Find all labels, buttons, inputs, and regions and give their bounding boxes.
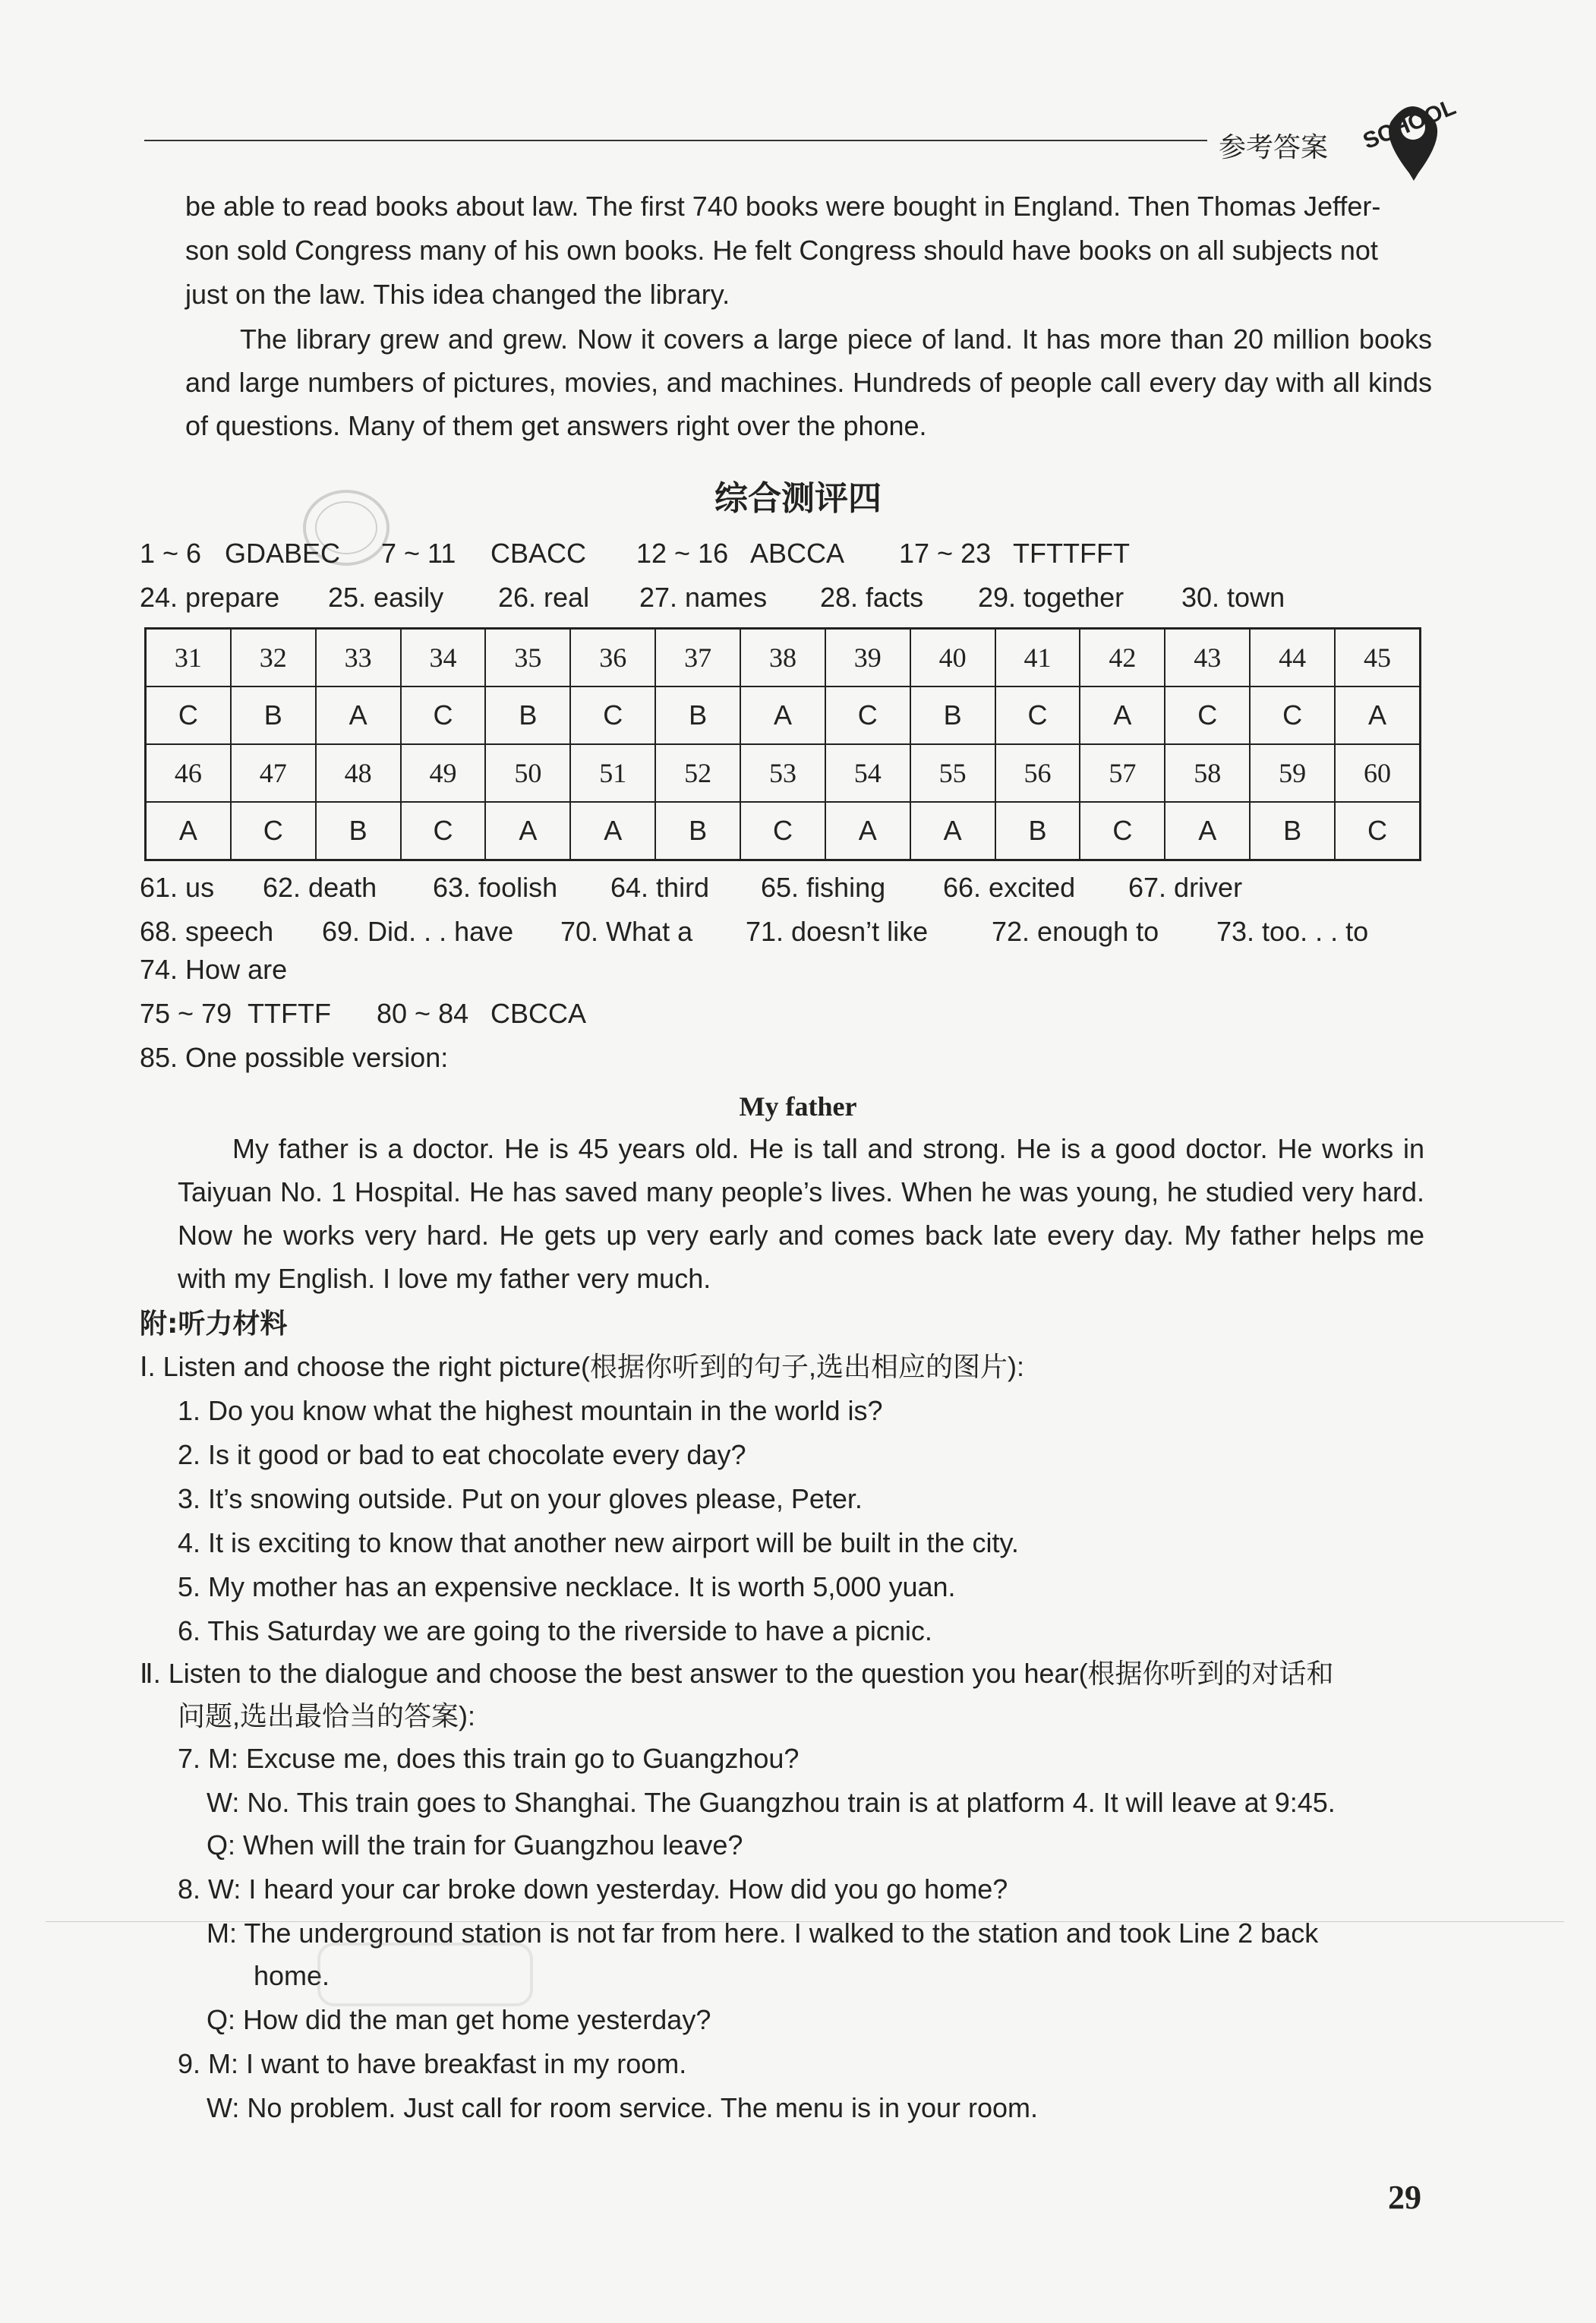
table-cell: A xyxy=(1335,686,1420,744)
table-cell: A xyxy=(1165,802,1250,860)
answer-item: 65. fishing xyxy=(761,872,886,903)
table-cell: 44 xyxy=(1250,629,1335,687)
table-cell: 49 xyxy=(401,744,486,802)
answer-item: 64. third xyxy=(610,872,710,903)
range-label: 75 ~ 79 xyxy=(140,998,232,1029)
school-logo xyxy=(1359,91,1465,190)
table-cell: A xyxy=(485,802,570,860)
table-row-numbers-1 xyxy=(146,629,1421,687)
table-cell: B xyxy=(655,802,740,860)
table-cell: 33 xyxy=(316,629,401,687)
dialogue-line: 7. M: Excuse me, does this train go to Guangzhou? xyxy=(178,1743,800,1774)
table-cell: 40 xyxy=(910,629,995,687)
table-cell: C xyxy=(146,686,231,744)
table-cell: B xyxy=(655,686,740,744)
part1-item: 4. It is exciting to know that another new airport will be built in the city. xyxy=(178,1527,1019,1558)
table-cell: A xyxy=(146,802,231,860)
table-cell: 38 xyxy=(740,629,825,687)
table-cell: 57 xyxy=(1080,744,1165,802)
answer-item: 69. Did. . . have xyxy=(322,916,514,947)
answer-item: 67. driver xyxy=(1128,872,1243,903)
table-cell: B xyxy=(485,686,570,744)
table-cell: 36 xyxy=(570,629,655,687)
answer-item: 70. What a xyxy=(560,916,693,947)
dialogue-line: W: No problem. Just call for room service. The menu is in your room. xyxy=(207,2092,1039,2123)
table-cell: 32 xyxy=(231,629,316,687)
answer-value: TFTTFFT xyxy=(1013,538,1130,569)
table-cell: B xyxy=(910,686,995,744)
passage-paragraph-2: The library grew and grew. Now it covers a large piece of land. It has more than 20 million books and large numbers of pictures, movies, and machines. Hundreds of people call every day with all kinds of questions. Many of them get answers right over the phone. xyxy=(185,324,1432,441)
range-label: 80 ~ 84 xyxy=(377,998,469,1029)
table-cell: C xyxy=(231,802,316,860)
answer-item: 28. facts xyxy=(820,582,924,613)
answer-item: 27. names xyxy=(639,582,768,613)
table-cell: A xyxy=(825,802,910,860)
dialogue-line: 8. W: I heard your car broke down yesterday. How did you go home? xyxy=(178,1873,1008,1905)
answer-item: 66. excited xyxy=(943,872,1076,903)
table-cell: C xyxy=(401,802,486,860)
header-label: 参考答案 xyxy=(1219,132,1329,163)
answer-item: 61. us xyxy=(140,872,215,903)
table-cell: 37 xyxy=(655,629,740,687)
answer-value: ABCCA xyxy=(750,538,845,569)
table-cell: 54 xyxy=(825,744,910,802)
range-label: 17 ~ 23 xyxy=(899,538,992,569)
table-row-answers-2 xyxy=(146,802,1421,860)
table-cell: B xyxy=(231,686,316,744)
table-cell: B xyxy=(1250,802,1335,860)
table-cell: 52 xyxy=(655,744,740,802)
table-cell: 31 xyxy=(146,629,231,687)
table-cell: C xyxy=(1080,802,1165,860)
answer-item: 29. together xyxy=(978,582,1124,613)
table-row-answers-1 xyxy=(146,686,1421,744)
table-cell: C xyxy=(995,686,1080,744)
passage-line-3: just on the law. This idea changed the library. xyxy=(185,279,730,310)
table-cell: 42 xyxy=(1080,629,1165,687)
dialogue-line: Q: When will the train for Guangzhou leave? xyxy=(207,1829,743,1861)
answer-item: 25. easily xyxy=(328,582,444,613)
table-cell: 55 xyxy=(910,744,995,802)
table-cell: 48 xyxy=(316,744,401,802)
part1-item: 1. Do you know what the highest mountain in the world is? xyxy=(178,1395,883,1426)
answer-item: 85. One possible version: xyxy=(140,1042,449,1073)
dialogue-line: Q: How did the man get home yesterday? xyxy=(207,2004,711,2035)
table-cell: C xyxy=(1250,686,1335,744)
table-cell: A xyxy=(740,686,825,744)
table-cell: 34 xyxy=(401,629,486,687)
part1-item: 2. Is it good or bad to eat chocolate every day? xyxy=(178,1439,746,1470)
answer-value: CBCCA xyxy=(490,998,587,1029)
range-label: 1 ~ 6 xyxy=(140,538,202,569)
answer-item: 72. enough to xyxy=(992,916,1159,947)
table-cell: 59 xyxy=(1250,744,1335,802)
passage-line-1: be able to read books about law. The first 740 books were bought in England. Then Thomas Jeffer- xyxy=(185,191,1381,222)
table-cell: 53 xyxy=(740,744,825,802)
answer-value: TTFTF xyxy=(248,998,331,1029)
answer-value: CBACC xyxy=(490,538,587,569)
passage-line-2: son sold Congress many of his own books. He felt Congress should have books on all subjects not xyxy=(185,235,1378,266)
table-cell: 46 xyxy=(146,744,231,802)
range-label: 12 ~ 16 xyxy=(636,538,729,569)
page-number: 29 xyxy=(1388,2179,1421,2216)
table-cell: 41 xyxy=(995,629,1080,687)
table-cell: 50 xyxy=(485,744,570,802)
part2-heading-line-2: 问题,选出最恰当的答案): xyxy=(178,1700,475,1731)
part1-item: 3. It’s snowing outside. Put on your gloves please, Peter. xyxy=(178,1483,863,1514)
table-cell: 58 xyxy=(1165,744,1250,802)
table-cell: A xyxy=(316,686,401,744)
answer-item: 62. death xyxy=(263,872,377,903)
part1-heading: Ⅰ. Listen and choose the right picture(根据你听到的句子,选出相应的图片): xyxy=(140,1351,1024,1382)
answer-item: 74. How are xyxy=(140,954,288,985)
logo-text: SCHOOL xyxy=(1359,94,1459,155)
table-cell: A xyxy=(910,802,995,860)
table-cell: B xyxy=(995,802,1080,860)
table-cell: 60 xyxy=(1335,744,1420,802)
table-row-numbers-2 xyxy=(146,744,1421,802)
dialogue-line: 9. M: I want to have breakfast in my room. xyxy=(178,2048,687,2079)
table-cell: 47 xyxy=(231,744,316,802)
dialogue-line: W: No. This train goes to Shanghai. The Guangzhou train is at platform 4. It will leave at 9:45. xyxy=(207,1787,1336,1818)
table-cell: C xyxy=(401,686,486,744)
answer-table xyxy=(144,627,1421,861)
part2-heading-line-1: Ⅱ. Listen to the dialogue and choose the best answer to the question you hear(根据你听到的对话和 xyxy=(140,1658,1334,1689)
table-cell: B xyxy=(316,802,401,860)
dialogue-line: M: The underground station is not far from here. I walked to the station and took Line 2 back xyxy=(207,1917,1319,1949)
answer-item: 30. town xyxy=(1181,582,1285,613)
answer-item: 26. real xyxy=(498,582,590,613)
answer-item: 63. foolish xyxy=(433,872,558,903)
table-cell: C xyxy=(740,802,825,860)
answer-item: 71. doesn’t like xyxy=(746,916,929,947)
essay-title: My father xyxy=(739,1091,857,1122)
table-cell: 51 xyxy=(570,744,655,802)
table-cell: 43 xyxy=(1165,629,1250,687)
dialogue-line: home. xyxy=(254,1960,330,1991)
answer-value: GDABEC xyxy=(225,538,341,569)
watermark-icon xyxy=(304,1929,547,2020)
answer-item: 68. speech xyxy=(140,916,274,947)
header-rule xyxy=(144,140,1207,141)
table-cell: C xyxy=(1335,802,1420,860)
section-title: 综合测评四 xyxy=(714,479,882,518)
table-cell: C xyxy=(570,686,655,744)
table-cell: 35 xyxy=(485,629,570,687)
table-cell: C xyxy=(825,686,910,744)
table-cell: A xyxy=(570,802,655,860)
appendix-title: 附:听力材料 xyxy=(140,1308,288,1340)
essay-body: My father is a doctor. He is 45 years old. He is tall and strong. He is a good doctor. He works in Taiyuan No. 1 Hospital. He has saved many people’s lives. When he was young, he studied very hard. Now he works very hard. He gets up very early and comes back late every day. My father helps me with my English. I love my father very much. xyxy=(178,1133,1424,1294)
range-label: 7 ~ 11 xyxy=(381,538,456,569)
part1-item: 5. My mother has an expensive necklace. It is worth 5,000 yuan. xyxy=(178,1571,956,1602)
table-cell: C xyxy=(1165,686,1250,744)
table-cell: 56 xyxy=(995,744,1080,802)
answer-item: 73. too. . . to xyxy=(1216,916,1369,947)
part1-item: 6. This Saturday we are going to the riverside to have a picnic. xyxy=(178,1615,932,1646)
answer-item: 24. prepare xyxy=(140,582,280,613)
table-cell: 45 xyxy=(1335,629,1420,687)
table-cell: 39 xyxy=(825,629,910,687)
table-cell: A xyxy=(1080,686,1165,744)
